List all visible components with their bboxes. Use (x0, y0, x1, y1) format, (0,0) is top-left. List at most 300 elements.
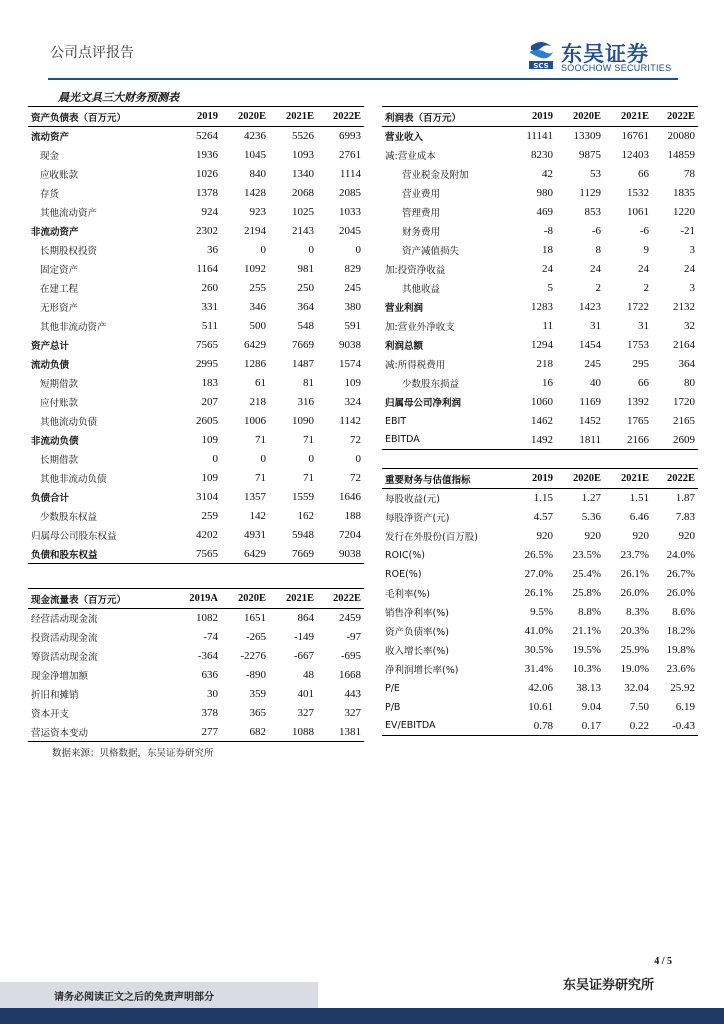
year-header-cell: 2019 (508, 469, 556, 489)
row-label: 投资活动现金流 (31, 633, 98, 644)
value-cell: 1454 (579, 339, 601, 351)
value-cell: 840 (249, 168, 266, 180)
value-cell: 12403 (621, 149, 649, 161)
table-row (28, 184, 364, 203)
value-cell: 924 (201, 206, 218, 218)
table-row (382, 603, 698, 622)
row-label: 营业税金及附加 (402, 170, 469, 181)
value-cell: 31.4% (524, 663, 553, 675)
row-label: 营业费用 (402, 189, 441, 200)
logo-chinese-name: 东吴证券 (561, 42, 649, 66)
value-cell: 2459 (339, 612, 361, 625)
table-row (382, 222, 698, 241)
value-cell: 364 (678, 358, 695, 370)
value-cell: 1423 (579, 301, 601, 313)
value-cell: 920 (536, 530, 553, 542)
value-cell: 1452 (579, 415, 601, 427)
footer-firm-name: 东吴证券研究所 (562, 978, 654, 993)
row-label: 筹资活动现金流 (31, 652, 98, 663)
value-cell: 4236 (244, 130, 266, 143)
value-cell: 38.13 (576, 682, 601, 694)
table-row (28, 609, 364, 628)
value-cell: 1462 (531, 415, 553, 427)
value-cell: 32 (684, 320, 695, 332)
value-cell: 511 (201, 320, 218, 332)
value-cell: 277 (173, 723, 221, 742)
key-metrics-body (382, 469, 698, 736)
value-cell: 2045 (339, 225, 361, 237)
value-cell: 469 (536, 206, 553, 218)
value-cell: 920 (632, 530, 649, 542)
table-row (28, 222, 364, 241)
value-cell: 1936 (196, 149, 218, 161)
row-label: 资产减值损失 (402, 246, 460, 257)
table-title-cell: 重要财务与估值指标 (382, 469, 508, 489)
value-cell: 2302 (196, 225, 218, 237)
row-label: EBITDA (382, 431, 508, 450)
table-row (382, 584, 698, 603)
table-row (28, 279, 364, 298)
value-cell: 0 (260, 244, 266, 256)
value-cell: 16761 (621, 130, 649, 143)
value-cell: 20080 (667, 130, 695, 143)
forecast-table-caption: 晨光文具三大财务预测表 (58, 91, 179, 104)
value-cell: 11141 (526, 130, 553, 143)
value-cell: 109 (344, 377, 361, 389)
table-row (28, 526, 364, 545)
table-row (28, 431, 364, 450)
value-cell: 9038 (317, 545, 364, 564)
value-cell: 9.04 (581, 701, 601, 713)
value-cell: 6429 (244, 339, 266, 351)
value-cell: 245 (584, 358, 601, 370)
value-cell: 24 (638, 263, 649, 275)
row-label: 少数股东损益 (402, 379, 460, 390)
value-cell: 1753 (627, 339, 649, 351)
value-cell: 207 (201, 396, 218, 408)
row-label: 资产负债率(%) (385, 627, 449, 638)
value-cell: 548 (297, 320, 314, 332)
table-row (28, 469, 364, 488)
row-label: 管理费用 (402, 208, 441, 219)
year-header-cell: 2020E (221, 107, 269, 127)
value-cell: 5526 (292, 130, 314, 143)
value-cell: 3 (689, 244, 695, 256)
value-cell: 61 (255, 377, 266, 389)
value-cell: 218 (536, 358, 553, 370)
value-cell: 71 (255, 434, 266, 446)
value-cell: 19.5% (572, 644, 601, 656)
value-cell: 1.51 (629, 492, 649, 505)
value-cell: 9 (643, 244, 649, 256)
value-cell: 6429 (221, 545, 269, 564)
value-cell: 8230 (531, 149, 553, 161)
table-row (28, 412, 364, 431)
value-cell: 1283 (531, 301, 553, 313)
row-label: EBIT (385, 415, 407, 427)
row-label: 长期借款 (40, 455, 79, 466)
row-label: 每股净资产(元) (385, 513, 450, 524)
value-cell: 1164 (196, 263, 218, 275)
value-cell: 2 (595, 282, 601, 294)
row-label: 其他流动资产 (40, 208, 98, 219)
value-cell: 378 (201, 707, 218, 719)
value-cell: 365 (249, 707, 266, 719)
value-cell: -21 (680, 225, 695, 237)
value-cell: 72 (350, 434, 361, 446)
year-header-cell: 2021E (604, 469, 652, 489)
table-row (382, 622, 698, 641)
logo-mark-text: SCS (533, 62, 549, 70)
value-cell: 7669 (269, 545, 317, 564)
value-cell: 6.46 (629, 511, 649, 523)
value-cell: -97 (346, 631, 361, 643)
value-cell: 7.83 (675, 511, 695, 523)
value-cell: 26.5% (524, 549, 553, 561)
value-cell: 30.5% (524, 644, 553, 656)
value-cell: 7669 (292, 339, 314, 351)
value-cell: 1765 (627, 415, 649, 427)
value-cell: 316 (297, 396, 314, 408)
value-cell: 1286 (244, 358, 266, 370)
value-cell: 1811 (556, 431, 604, 450)
value-cell: 25.92 (670, 682, 695, 694)
row-label: 减:营业成本 (385, 151, 436, 162)
table-row (382, 203, 698, 222)
row-label: 经营活动现金流 (31, 614, 98, 626)
value-cell: 2165 (673, 415, 695, 427)
row-label: EV/EBITDA (382, 717, 508, 736)
row-label: 营业收入 (385, 132, 424, 144)
row-label: 归属母公司净利润 (385, 398, 462, 409)
value-cell: 10.3% (572, 663, 601, 675)
value-cell: 295 (632, 358, 649, 370)
row-label: 收入增长率(%) (385, 646, 449, 657)
value-cell: 25.4% (572, 568, 601, 580)
table-row (28, 374, 364, 393)
value-cell: 26.0% (666, 587, 695, 599)
footer-disclaimer: 请务必阅读正文之后的免责声明部分 (54, 992, 214, 1003)
value-cell: 30 (207, 688, 218, 700)
value-cell: 53 (590, 168, 601, 180)
value-cell: 0 (308, 453, 314, 465)
table-row (382, 241, 698, 260)
value-cell: 1340 (292, 168, 314, 180)
value-cell: 2068 (292, 187, 314, 199)
value-cell: 1378 (196, 187, 218, 199)
value-cell: 380 (344, 301, 361, 313)
table-row (28, 317, 364, 336)
table-row (28, 298, 364, 317)
value-cell: 81 (303, 377, 314, 389)
value-cell: 5264 (196, 130, 218, 143)
row-label: 折旧和摊销 (31, 690, 79, 701)
value-cell: 2132 (673, 301, 695, 313)
value-cell: 0.17 (556, 717, 604, 736)
value-cell: -667 (293, 650, 314, 662)
value-cell: -0.43 (652, 717, 698, 736)
value-cell: 2164 (673, 339, 695, 351)
value-cell: 66 (638, 377, 649, 389)
table-row (28, 685, 364, 704)
table-row (382, 393, 698, 412)
value-cell: 1129 (579, 187, 601, 199)
value-cell: 2609 (652, 431, 698, 450)
value-cell: 2995 (196, 358, 218, 370)
value-cell: 1006 (244, 415, 266, 427)
value-cell: 3104 (196, 491, 218, 503)
value-cell: 2194 (244, 225, 266, 237)
value-cell: 0.78 (508, 717, 556, 736)
value-cell: 920 (584, 530, 601, 542)
table-header-row (28, 107, 364, 127)
value-cell: 0 (355, 453, 361, 465)
row-label: 应收账款 (40, 170, 79, 181)
row-label: 资产总计 (31, 341, 70, 352)
value-cell: 71 (255, 472, 266, 484)
table-row (28, 355, 364, 374)
value-cell: 109 (201, 434, 218, 446)
value-cell: -6 (639, 225, 649, 237)
value-cell: 25.9% (620, 644, 649, 656)
value-cell: 24 (542, 263, 553, 275)
row-label: ROE(%) (385, 568, 422, 580)
value-cell: 864 (297, 612, 314, 625)
table-row (382, 412, 698, 431)
value-cell: 66 (638, 168, 649, 180)
value-cell: 4931 (244, 529, 266, 541)
value-cell: 16 (542, 377, 553, 389)
year-header-cell: 2020E (556, 107, 604, 127)
table-title-cell: 现金流量表（百万元） (28, 589, 173, 609)
value-cell: 24 (590, 263, 601, 275)
row-label: 长期股权投资 (40, 246, 98, 257)
value-cell: 7565 (196, 339, 218, 351)
row-label: 利润总额 (385, 341, 424, 352)
value-cell: 1651 (244, 612, 266, 625)
row-label: 净利润增长率(%) (385, 665, 459, 676)
table-row (28, 628, 364, 647)
value-cell: 14859 (667, 149, 695, 161)
value-cell: 31 (638, 320, 649, 332)
table-row (28, 127, 364, 146)
value-cell: 2 (643, 282, 649, 294)
value-cell: 2085 (339, 187, 361, 199)
value-cell: 331 (201, 301, 218, 313)
table-row (28, 260, 364, 279)
row-label: 加:投资净收益 (385, 265, 446, 276)
value-cell: 7.50 (629, 701, 649, 713)
value-cell: 2166 (604, 431, 652, 450)
value-cell: 5 (547, 282, 553, 294)
value-cell: 19.8% (666, 644, 695, 656)
value-cell: 5.36 (581, 511, 601, 523)
row-label: 其他非流动资产 (40, 322, 107, 333)
balance-sheet-body (28, 107, 364, 564)
value-cell: 1357 (244, 491, 266, 503)
report-type-title: 公司点评报告 (50, 45, 134, 61)
value-cell: 443 (344, 688, 361, 700)
value-cell: 255 (249, 282, 266, 294)
value-cell: 364 (297, 301, 314, 313)
year-header-cell: 2022E (652, 469, 698, 489)
table-row (382, 298, 698, 317)
page-number: 4 / 5 (654, 956, 672, 967)
value-cell: -149 (293, 631, 314, 643)
row-label: 财务费用 (402, 227, 441, 238)
value-cell: 1646 (339, 491, 361, 503)
value-cell: 1082 (196, 612, 218, 625)
table-header-row (382, 469, 698, 489)
footer-band (0, 1008, 724, 1024)
row-label: 负债和股东权益 (28, 545, 173, 564)
table-header-row (382, 107, 698, 127)
table-row (382, 317, 698, 336)
row-label: 存货 (40, 189, 60, 200)
row-label: 流动负债 (31, 360, 70, 371)
table-title-cell: 利润表（百万元） (382, 107, 508, 127)
table-row (382, 260, 698, 279)
value-cell: 25.8% (572, 587, 601, 599)
value-cell: 1559 (292, 491, 314, 503)
table-row (28, 146, 364, 165)
value-cell: -890 (245, 669, 266, 681)
row-label: 销售净利率(%) (385, 608, 449, 619)
year-header-cell: 2019 (173, 107, 221, 127)
value-cell: 1532 (627, 187, 649, 199)
value-cell: 0.22 (604, 717, 652, 736)
value-cell: 9875 (579, 149, 601, 161)
company-logo (527, 40, 677, 72)
value-cell: 1220 (673, 206, 695, 218)
value-cell: 4202 (196, 529, 218, 541)
row-label: 毛利率(%) (385, 589, 430, 600)
value-cell: 923 (249, 206, 266, 218)
value-cell: 36 (207, 244, 218, 256)
soochow-logo-icon (527, 40, 555, 70)
value-cell: 27.0% (524, 568, 553, 580)
value-cell: 1428 (244, 187, 266, 199)
row-label: 营运资本变动 (28, 723, 173, 742)
value-cell: 1720 (673, 396, 695, 408)
value-cell: 1092 (244, 263, 266, 275)
value-cell: 2605 (196, 415, 218, 427)
row-label: 现金 (40, 151, 60, 162)
row-label: ROIC(%) (385, 549, 425, 561)
value-cell: 10.61 (528, 701, 553, 713)
value-cell: 401 (297, 688, 314, 700)
row-label: 其他收益 (402, 284, 441, 295)
value-cell: 8.6% (672, 606, 695, 618)
value-cell: 1.87 (675, 492, 695, 505)
value-cell: 42 (542, 168, 553, 180)
value-cell: 8 (595, 244, 601, 256)
balance-sheet-table (28, 106, 364, 564)
value-cell: 1061 (627, 206, 649, 218)
value-cell: 346 (249, 301, 266, 313)
value-cell: 1574 (339, 358, 361, 370)
table-row (382, 679, 698, 698)
value-cell: 6.19 (675, 701, 695, 713)
value-cell: 19.0% (620, 663, 649, 675)
value-cell: 42.06 (528, 682, 553, 694)
value-cell: 1381 (317, 723, 364, 742)
value-cell: 26.1% (620, 568, 649, 580)
value-cell: 2761 (339, 149, 361, 161)
value-cell: 1487 (292, 358, 314, 370)
value-cell: 245 (344, 282, 361, 294)
table-row (382, 527, 698, 546)
value-cell: 0 (212, 453, 218, 465)
value-cell: 24 (684, 263, 695, 275)
row-label: 流动资产 (31, 132, 70, 144)
value-cell: 500 (249, 320, 266, 332)
value-cell: 1492 (508, 431, 556, 450)
value-cell: 71 (303, 434, 314, 446)
value-cell: 980 (536, 187, 553, 199)
cash-flow-body (28, 589, 364, 742)
value-cell: 48 (303, 669, 314, 681)
value-cell: -364 (197, 650, 218, 662)
table-row (382, 489, 698, 508)
value-cell: 32.04 (624, 682, 649, 694)
row-label: 在建工程 (40, 284, 79, 295)
value-cell: 162 (297, 510, 314, 522)
value-cell: -8 (543, 225, 553, 237)
value-cell: 23.7% (620, 549, 649, 561)
table-row (28, 165, 364, 184)
value-cell: 6993 (339, 130, 361, 143)
value-cell: 40 (590, 377, 601, 389)
value-cell: 1060 (531, 396, 553, 408)
value-cell: -265 (245, 631, 266, 643)
cash-flow-table (28, 588, 364, 742)
table-title-cell: 资产负债表（百万元） (28, 107, 173, 127)
value-cell: 1093 (292, 149, 314, 161)
table-row (382, 127, 698, 146)
table-row (28, 723, 364, 742)
value-cell: 7565 (173, 545, 221, 564)
row-label: P/E (385, 682, 400, 694)
value-cell: 1025 (292, 206, 314, 218)
row-label: 短期借款 (40, 379, 79, 390)
value-cell: 8.3% (626, 606, 649, 618)
year-header-cell: 2021E (604, 107, 652, 127)
table-row (382, 508, 698, 527)
value-cell: 7204 (339, 529, 361, 541)
row-label: 资本开支 (31, 709, 70, 720)
table-header-row (28, 589, 364, 609)
table-row (28, 393, 364, 412)
value-cell: 2143 (292, 225, 314, 237)
value-cell: 5948 (292, 529, 314, 541)
spacer-body (382, 450, 698, 469)
row-label: 固定资产 (40, 265, 79, 276)
table-row (382, 374, 698, 393)
value-cell: 0 (308, 244, 314, 256)
value-cell: 21.1% (572, 625, 601, 637)
row-label: 营业利润 (385, 303, 424, 314)
row-label: 应付账款 (40, 398, 79, 409)
year-header-cell: 2020E (556, 469, 604, 489)
value-cell: 1668 (339, 669, 361, 681)
table-row (382, 565, 698, 584)
value-cell: 26.0% (620, 587, 649, 599)
value-cell: 71 (303, 472, 314, 484)
value-cell: 23.5% (572, 549, 601, 561)
value-cell: 9038 (339, 339, 361, 351)
row-label: 无形资产 (40, 303, 79, 314)
